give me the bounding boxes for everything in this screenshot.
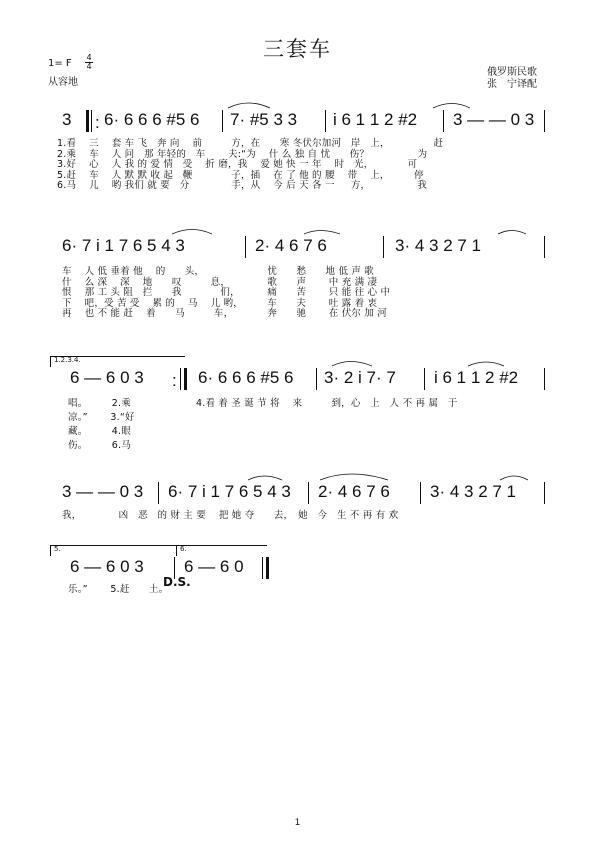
- volta-bracket-5: [50, 545, 177, 556]
- lyric-line: 5.赶 车 人 默 默 收 起 鞭 子，插 在 了 他 的 腰 带 上， 停: [57, 169, 424, 181]
- measure-4-3: 2· 4 6 7 6: [318, 482, 390, 501]
- lyric-line: 乐。” 5.赶 土。: [68, 584, 169, 595]
- measure-2-3: 3· 4 3 2 7 1: [395, 236, 482, 255]
- lyric-line: 凉。” 3.“好: [68, 412, 135, 423]
- lyrics-block-3-left: [68, 397, 135, 453]
- origin-label: 俄罗斯民歌: [487, 67, 537, 78]
- measure-4-4: 3· 4 3 2 7 1: [430, 482, 517, 501]
- measure-3-1: 6 — 6 0 3: [70, 368, 144, 387]
- measure-3-4: i 6 1 1 2 #2: [434, 368, 519, 387]
- song-title: 三套车: [263, 37, 332, 61]
- lyrics-block-3-right: [196, 397, 458, 411]
- measure-3-2: 6· 6 6 6 #5 6: [198, 368, 294, 387]
- lyric-line: 我， 凶 恶 的 财 主 要 把 她 夺 去， 她 今 生 不 再 有 欢: [62, 510, 399, 521]
- lyric-line: 1.看 三 套 车 飞 奔 向 前 方，在 寒 冬伏尔加河 岸 上， 赶: [57, 138, 444, 149]
- measure-5-1: 6 — 6 0 3: [70, 557, 144, 576]
- volta-bracket-6: [176, 545, 267, 556]
- lyric-line: 伤。 6.马: [68, 440, 131, 451]
- page-number: 1: [294, 818, 301, 828]
- measure-1-1: 6· 6 6 6 #5 6: [104, 110, 200, 129]
- lyric-line: 3.好 心 人 我 的 爱 情 受 折 磨，我 爱 她 快 一 年 时 光， 可: [57, 159, 418, 171]
- measure-1-4: 3 — — 0 3: [453, 110, 535, 129]
- measure-2-2: 2· 4 6 7 6: [255, 236, 327, 255]
- lyrics-block-4: [62, 511, 398, 522]
- measure-1-2: 7· #5 3 3: [230, 110, 298, 129]
- staff-row-5: [0, 557, 595, 587]
- measure-2-1: 6· 7 i 1 7 6 5 4 3: [62, 236, 185, 255]
- lyric-line: 4.看 着 圣 诞 节 将 来 到，心 上 人 不 再 属 于: [196, 398, 458, 409]
- lyric-line: 2.乘 车 人 问 那 年轻的 车 夫:“为 什 么 独 自 忧 伤？ 为: [57, 148, 428, 160]
- lyric-line: 车 人 低 垂着 他 的 头， 忧 愁 地 低 声 歌: [62, 266, 375, 277]
- measure-3-3: 3· 2 i 7· 7: [324, 368, 396, 387]
- lyrics-block-5: [68, 585, 168, 596]
- lyric-line: 下 吧，受 苦 受 累 的 马 儿 哟， 车 夫 吐 露 着 衷: [62, 297, 378, 309]
- lyric-line: 唱。 2.乘: [68, 398, 131, 409]
- staff-row-4: [0, 482, 595, 512]
- key-label: 1= F: [48, 58, 72, 69]
- measure-4-1: 3 — — 0 3: [62, 482, 144, 501]
- staff-row-3: 6 — 6 0 3 : 6· 6 6 6 #5 6 3· 2 i 7· 7 i 6 1 1 2 #2: [0, 368, 595, 398]
- volta-label: 1.2.3.4.: [54, 356, 81, 364]
- lyric-line: 什 么 深 深 地 叹 息， 歌 声 中 充 满 凄: [62, 276, 378, 288]
- staff-row-2: [0, 236, 595, 266]
- lyrics-block-1: [57, 139, 443, 192]
- time-sig-bottom: 4: [86, 62, 92, 71]
- measure-4-2: 6· 7 i 1 7 6 5 4 3: [168, 482, 291, 501]
- time-sig-top: 4: [86, 53, 92, 62]
- pickup-note: 3: [62, 110, 72, 129]
- staff-row-1: 3 : 6· 6 6 6 #5 6 7· #5 3 3 i 6 1 1 2 #2 3 — — 0 3: [0, 110, 595, 140]
- volta-label: 5.: [54, 545, 61, 553]
- lyric-line: 6.马 儿 哟 我们 就 要 分 手，从 今 后 天 各 一 方， 我: [57, 180, 427, 192]
- lyric-line: 恨 那 工 头 阻 拦 我 们， 痛 苦 只 能 往 心 中: [62, 287, 391, 299]
- volta-bracket-1: [50, 356, 185, 367]
- lyrics-block-2: [62, 267, 390, 320]
- ds-mark: D.S.: [163, 575, 191, 589]
- lyric-line: 再 也 不 能 赶 着 马 车， 奔 驰 在 伏尔 加 河: [62, 308, 387, 320]
- lyric-line: 藏。 4.眼: [68, 426, 131, 437]
- tempo-marking: 从容地: [48, 77, 78, 88]
- arranger-label: 张 宁译配: [487, 79, 537, 90]
- measure-5-2: 6 — 6 0: [184, 557, 244, 576]
- volta-label: 6.: [180, 545, 187, 553]
- measure-1-3: i 6 1 1 2 #2: [333, 110, 418, 129]
